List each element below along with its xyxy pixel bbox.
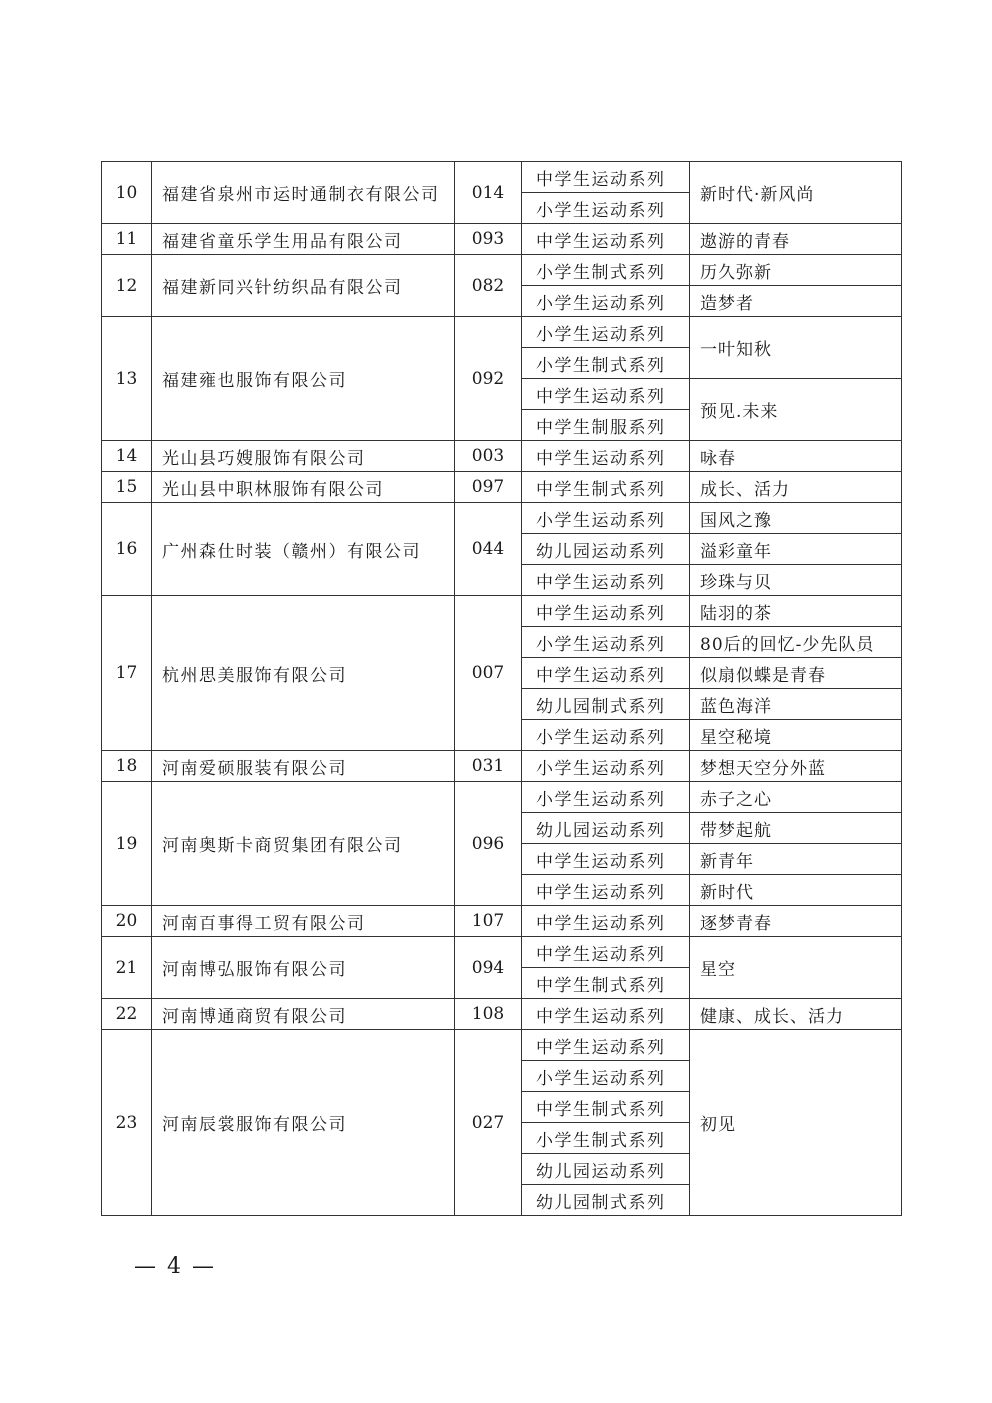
- company-name: 福建省童乐学生用品有限公司: [152, 224, 455, 255]
- row-number: 13: [102, 317, 152, 441]
- entry-code: 092: [455, 317, 522, 441]
- series-name: 中学生运动系列: [522, 658, 690, 689]
- entry-code: 003: [455, 441, 522, 472]
- entries-table: [101, 161, 902, 1216]
- series-name: 中学生制式系列: [522, 1092, 690, 1123]
- work-name: 带梦起航: [690, 813, 902, 844]
- company-name: 河南辰裳服饰有限公司: [152, 1030, 455, 1216]
- table-row: [102, 751, 902, 782]
- work-name: 似扇似蝶是青春: [690, 658, 902, 689]
- row-number: 12: [102, 255, 152, 317]
- entry-code: 027: [455, 1030, 522, 1216]
- series-name: 小学生运动系列: [522, 782, 690, 813]
- work-name: 星空: [690, 937, 902, 999]
- series-name: 小学生制式系列: [522, 255, 690, 286]
- entry-code: 107: [455, 906, 522, 937]
- series-name: 中学生运动系列: [522, 999, 690, 1030]
- company-name: 福建省泉州市运时通制衣有限公司: [152, 162, 455, 224]
- entry-code: 007: [455, 596, 522, 751]
- entry-code: 082: [455, 255, 522, 317]
- series-name: 小学生运动系列: [522, 193, 690, 224]
- row-number: 22: [102, 999, 152, 1030]
- table-row: [102, 255, 902, 286]
- work-name: 星空秘境: [690, 720, 902, 751]
- company-name: 河南百事得工贸有限公司: [152, 906, 455, 937]
- row-number: 11: [102, 224, 152, 255]
- series-name: 小学生运动系列: [522, 317, 690, 348]
- company-name: 光山县中职林服饰有限公司: [152, 472, 455, 503]
- entry-code: 096: [455, 782, 522, 906]
- series-name: 小学生运动系列: [522, 1061, 690, 1092]
- table-row: [102, 1030, 902, 1061]
- series-name: 中学生制式系列: [522, 472, 690, 503]
- series-name: 中学生运动系列: [522, 596, 690, 627]
- company-name: 河南博通商贸有限公司: [152, 999, 455, 1030]
- work-name: 蓝色海洋: [690, 689, 902, 720]
- work-name: 国风之豫: [690, 503, 902, 534]
- row-number: 21: [102, 937, 152, 999]
- entry-code: 094: [455, 937, 522, 999]
- work-name: 造梦者: [690, 286, 902, 317]
- company-name: 河南博弘服饰有限公司: [152, 937, 455, 999]
- work-name: 咏春: [690, 441, 902, 472]
- work-name: 历久弥新: [690, 255, 902, 286]
- series-name: 幼儿园运动系列: [522, 813, 690, 844]
- row-number: 19: [102, 782, 152, 906]
- table-row: [102, 906, 902, 937]
- series-name: 中学生运动系列: [522, 441, 690, 472]
- entry-code: 014: [455, 162, 522, 224]
- table-row: [102, 503, 902, 534]
- work-name: 新时代·新风尚: [690, 162, 902, 224]
- row-number: 15: [102, 472, 152, 503]
- work-name: 一叶知秋: [690, 317, 902, 379]
- work-name: 新时代: [690, 875, 902, 906]
- series-name: 幼儿园运动系列: [522, 1154, 690, 1185]
- series-name: 中学生运动系列: [522, 906, 690, 937]
- table-row: [102, 937, 902, 968]
- table-row: [102, 441, 902, 472]
- work-name: 成长、活力: [690, 472, 902, 503]
- table-row: [102, 596, 902, 627]
- series-name: 中学生运动系列: [522, 875, 690, 906]
- work-name: 预见.未来: [690, 379, 902, 441]
- series-name: 中学生运动系列: [522, 162, 690, 193]
- series-name: 中学生运动系列: [522, 565, 690, 596]
- company-name: 河南爱硕服装有限公司: [152, 751, 455, 782]
- series-name: 小学生制式系列: [522, 348, 690, 379]
- company-name: 河南奥斯卡商贸集团有限公司: [152, 782, 455, 906]
- entry-code: 097: [455, 472, 522, 503]
- page-number: — 4 —: [134, 1254, 216, 1279]
- series-name: 小学生运动系列: [522, 720, 690, 751]
- series-name: 幼儿园运动系列: [522, 534, 690, 565]
- series-name: 中学生运动系列: [522, 937, 690, 968]
- table-row: [102, 162, 902, 193]
- series-name: 中学生制服系列: [522, 410, 690, 441]
- entry-code: 031: [455, 751, 522, 782]
- series-name: 幼儿园制式系列: [522, 1185, 690, 1216]
- work-name: 溢彩童年: [690, 534, 902, 565]
- work-name: 初见: [690, 1030, 902, 1216]
- row-number: 17: [102, 596, 152, 751]
- series-name: 小学生运动系列: [522, 503, 690, 534]
- row-number: 16: [102, 503, 152, 596]
- series-name: 中学生运动系列: [522, 1030, 690, 1061]
- series-name: 中学生运动系列: [522, 224, 690, 255]
- work-name: 陆羽的茶: [690, 596, 902, 627]
- series-name: 中学生运动系列: [522, 844, 690, 875]
- series-name: 幼儿园制式系列: [522, 689, 690, 720]
- table-row: [102, 999, 902, 1030]
- work-name: 珍珠与贝: [690, 565, 902, 596]
- work-name: 健康、成长、活力: [690, 999, 902, 1030]
- series-name: 小学生运动系列: [522, 286, 690, 317]
- row-number: 23: [102, 1030, 152, 1216]
- work-name: 赤子之心: [690, 782, 902, 813]
- company-name: 福建雍也服饰有限公司: [152, 317, 455, 441]
- entry-code: 044: [455, 503, 522, 596]
- work-name: 逐梦青春: [690, 906, 902, 937]
- company-name: 广州森仕时装（赣州）有限公司: [152, 503, 455, 596]
- series-name: 中学生制式系列: [522, 968, 690, 999]
- entry-code: 108: [455, 999, 522, 1030]
- work-name: 80后的回忆-少先队员: [690, 627, 902, 658]
- table-row: [102, 317, 902, 348]
- table-row: [102, 782, 902, 813]
- series-name: 小学生制式系列: [522, 1123, 690, 1154]
- series-name: 小学生运动系列: [522, 751, 690, 782]
- table-row: [102, 224, 902, 255]
- row-number: 20: [102, 906, 152, 937]
- row-number: 10: [102, 162, 152, 224]
- series-name: 中学生运动系列: [522, 379, 690, 410]
- row-number: 14: [102, 441, 152, 472]
- series-name: 小学生运动系列: [522, 627, 690, 658]
- company-name: 杭州思美服饰有限公司: [152, 596, 455, 751]
- work-name: 遨游的青春: [690, 224, 902, 255]
- entry-code: 093: [455, 224, 522, 255]
- company-name: 光山县巧嫂服饰有限公司: [152, 441, 455, 472]
- company-name: 福建新同兴针纺织品有限公司: [152, 255, 455, 317]
- work-name: 梦想天空分外蓝: [690, 751, 902, 782]
- table-row: [102, 472, 902, 503]
- work-name: 新青年: [690, 844, 902, 875]
- row-number: 18: [102, 751, 152, 782]
